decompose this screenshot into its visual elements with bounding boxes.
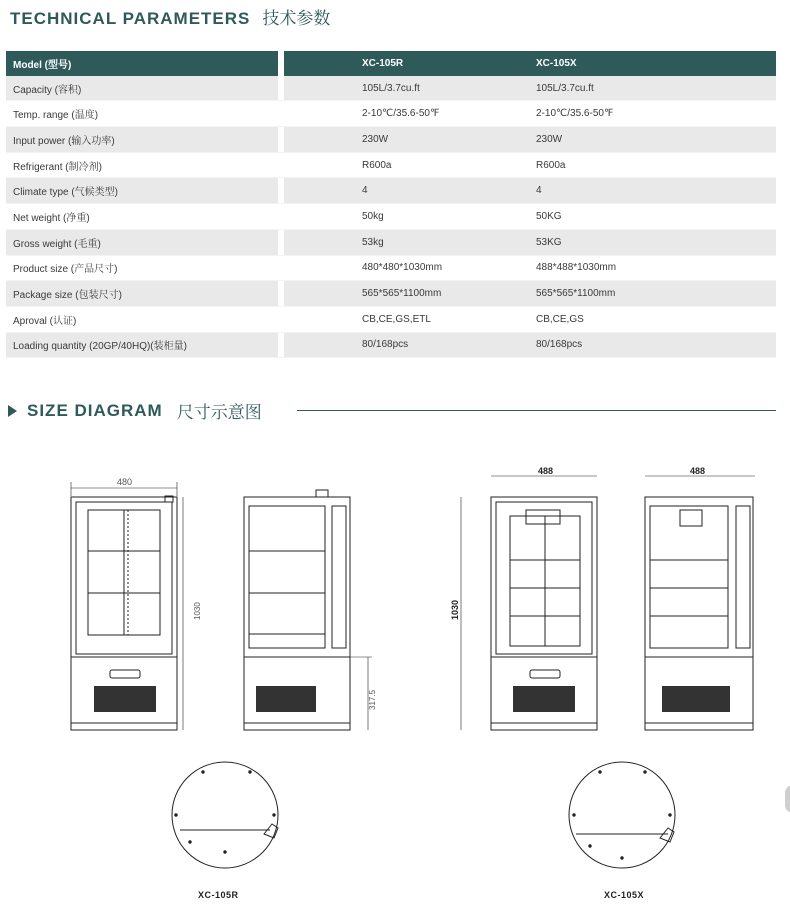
table-row bbox=[6, 230, 776, 256]
size-title-cn: 尺寸示意图 bbox=[176, 403, 262, 422]
size-title-en: SIZE DIAGRAM bbox=[27, 400, 163, 420]
table-row bbox=[6, 256, 776, 282]
param-label: Temp. range (温度) bbox=[6, 101, 278, 127]
table-row bbox=[6, 101, 776, 127]
title-en: TECHNICAL PARAMETERS bbox=[10, 9, 251, 28]
xc105x-front-view bbox=[450, 466, 597, 730]
caption-xc105x: XC-105X bbox=[604, 890, 645, 900]
value-xc105x: 4 bbox=[529, 178, 776, 204]
value-xc105x: R600a bbox=[529, 153, 776, 179]
table-row bbox=[6, 307, 776, 333]
xc105x-side-view bbox=[645, 466, 755, 730]
table-row bbox=[6, 153, 776, 179]
param-label: Gross weight (毛重) bbox=[6, 230, 278, 256]
param-label: Aproval (认证) bbox=[6, 307, 278, 333]
table-header-row bbox=[6, 51, 776, 76]
param-label: Product size (产品尺寸) bbox=[6, 256, 278, 282]
value-xc105r: 4 bbox=[284, 178, 529, 204]
triangle-icon bbox=[8, 405, 17, 417]
table-row bbox=[6, 178, 776, 204]
param-label: Input power (输入功率) bbox=[6, 127, 278, 153]
xc105r-side-view bbox=[244, 490, 377, 730]
value-xc105x: 50KG bbox=[529, 204, 776, 230]
value-xc105x: 565*565*1100mm bbox=[529, 281, 776, 307]
param-label: Climate type (气候类型) bbox=[6, 178, 278, 204]
value-xc105r: R600a bbox=[284, 153, 529, 179]
section-divider bbox=[297, 410, 776, 411]
value-xc105r: 480*480*1030mm bbox=[284, 256, 529, 282]
value-xc105r: 230W bbox=[284, 127, 529, 153]
value-xc105x: 2-10℃/35.6-50℉ bbox=[529, 101, 776, 127]
size-diagram bbox=[0, 430, 790, 890]
value-xc105x: 488*488*1030mm bbox=[529, 256, 776, 282]
dim-width-480: 480 bbox=[117, 477, 133, 487]
header-xc105x: XC-105X bbox=[529, 51, 776, 76]
header-model: Model (型号) bbox=[6, 51, 278, 76]
value-xc105r: 105L/3.7cu.ft bbox=[284, 76, 529, 102]
value-xc105r: 50kg bbox=[284, 204, 529, 230]
edge-decoration bbox=[785, 785, 790, 813]
table-row bbox=[6, 333, 776, 359]
table-row bbox=[6, 204, 776, 230]
dim-height-1030: 1030 bbox=[193, 602, 202, 620]
table-row bbox=[6, 281, 776, 307]
xc105r-front-view bbox=[71, 477, 202, 730]
param-label: Capacity (容积) bbox=[6, 76, 278, 102]
table-row bbox=[6, 76, 776, 102]
table-row bbox=[6, 127, 776, 153]
value-xc105x: CB,CE,GS bbox=[529, 307, 776, 333]
parameters-table bbox=[6, 51, 776, 358]
value-xc105r: 565*565*1100mm bbox=[284, 281, 529, 307]
param-label: Refrigerant (制冷剂) bbox=[6, 153, 278, 179]
xc105r-top-view bbox=[172, 762, 278, 868]
dim-width-488-front: 488 bbox=[538, 466, 554, 476]
xc105x-top-view bbox=[569, 762, 675, 868]
value-xc105r: 80/168pcs bbox=[284, 333, 529, 359]
title-cn: 技术参数 bbox=[262, 9, 331, 28]
caption-xc105r: XC-105R bbox=[198, 890, 239, 900]
value-xc105r: CB,CE,GS,ETL bbox=[284, 307, 529, 333]
size-diagram-heading bbox=[8, 398, 262, 423]
param-label: Net weight (净重) bbox=[6, 204, 278, 230]
dim-width-488-side: 488 bbox=[690, 466, 706, 476]
dim-base-317: 317.5 bbox=[368, 689, 377, 710]
param-label: Package size (包装尺寸) bbox=[6, 281, 278, 307]
value-xc105x: 230W bbox=[529, 127, 776, 153]
page-title bbox=[10, 4, 330, 30]
header-xc105r: XC-105R bbox=[284, 51, 529, 76]
value-xc105r: 2-10℃/35.6-50℉ bbox=[284, 101, 529, 127]
value-xc105x: 53KG bbox=[529, 230, 776, 256]
value-xc105x: 105L/3.7cu.ft bbox=[529, 76, 776, 102]
param-label: Loading quantity (20GP/40HQ)(装柜量) bbox=[6, 333, 278, 359]
dim-height-1030-x: 1030 bbox=[450, 599, 460, 620]
value-xc105r: 53kg bbox=[284, 230, 529, 256]
value-xc105x: 80/168pcs bbox=[529, 333, 776, 359]
